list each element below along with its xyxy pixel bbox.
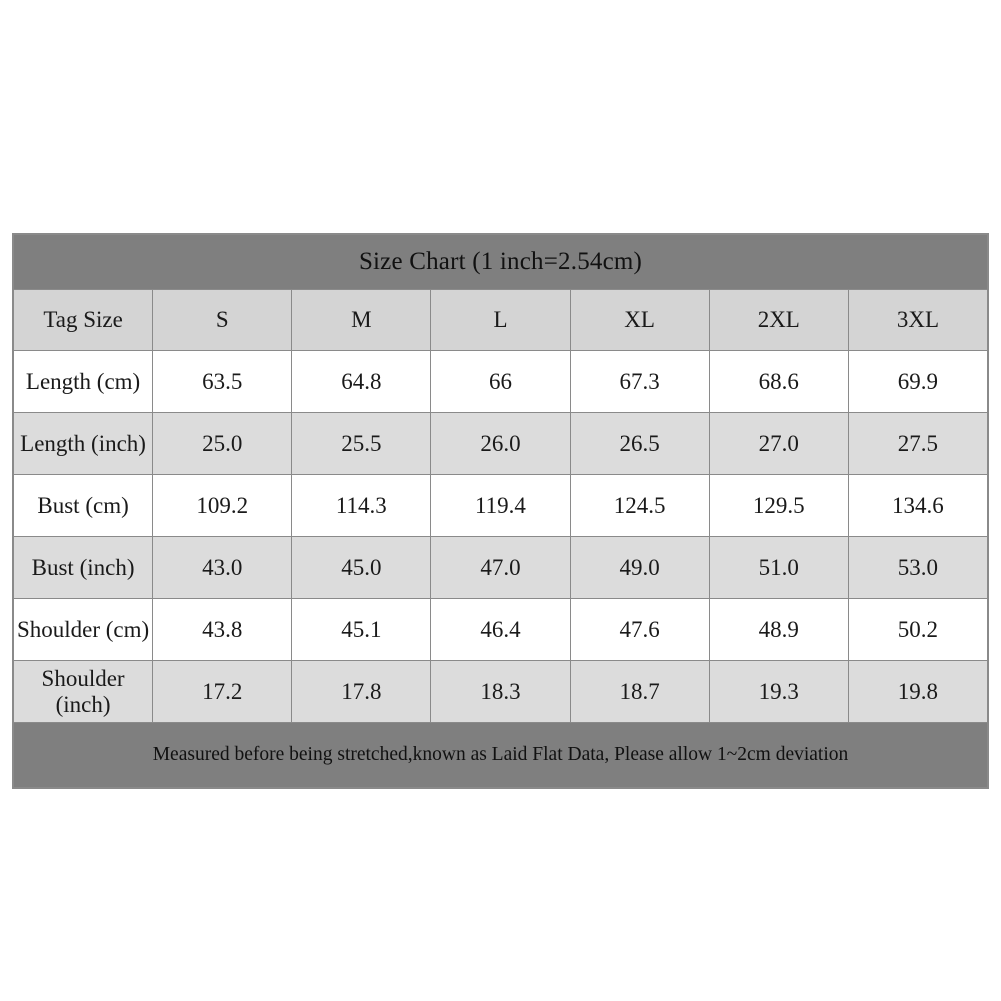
cell-value: 63.5 <box>153 351 292 413</box>
row-label: Length (cm) <box>14 351 153 413</box>
cell-value: 68.6 <box>709 351 848 413</box>
row-label: Shoulder (cm) <box>14 599 153 661</box>
chart-footnote: Measured before being stretched,known as Laid Flat Data, Please allow 1~2cm deviation <box>14 723 988 788</box>
cell-value: 19.8 <box>848 661 987 723</box>
row-label: Shoulder (inch) <box>14 661 153 723</box>
cell-value: 46.4 <box>431 599 570 661</box>
table-row <box>14 413 988 475</box>
table-row <box>14 537 988 599</box>
column-header-2xl: 2XL <box>709 290 848 351</box>
column-header-xl: XL <box>570 290 709 351</box>
footnote-row <box>14 723 988 788</box>
cell-value: 47.6 <box>570 599 709 661</box>
cell-value: 25.5 <box>292 413 431 475</box>
column-header-3xl: 3XL <box>848 290 987 351</box>
table-row <box>14 661 988 723</box>
cell-value: 45.0 <box>292 537 431 599</box>
column-header-m: M <box>292 290 431 351</box>
chart-title: Size Chart (1 inch=2.54cm) <box>14 235 988 290</box>
cell-value: 51.0 <box>709 537 848 599</box>
cell-value: 43.8 <box>153 599 292 661</box>
row-label: Length (inch) <box>14 413 153 475</box>
cell-value: 48.9 <box>709 599 848 661</box>
cell-value: 17.2 <box>153 661 292 723</box>
cell-value: 45.1 <box>292 599 431 661</box>
cell-value: 114.3 <box>292 475 431 537</box>
cell-value: 18.3 <box>431 661 570 723</box>
cell-value: 49.0 <box>570 537 709 599</box>
cell-value: 66 <box>431 351 570 413</box>
column-header-l: L <box>431 290 570 351</box>
cell-value: 134.6 <box>848 475 987 537</box>
cell-value: 53.0 <box>848 537 987 599</box>
cell-value: 26.0 <box>431 413 570 475</box>
cell-value: 43.0 <box>153 537 292 599</box>
cell-value: 64.8 <box>292 351 431 413</box>
column-header-s: S <box>153 290 292 351</box>
cell-value: 47.0 <box>431 537 570 599</box>
table-row <box>14 475 988 537</box>
table-row <box>14 351 988 413</box>
cell-value: 19.3 <box>709 661 848 723</box>
table-header-row <box>14 290 988 351</box>
title-row <box>14 235 988 290</box>
cell-value: 67.3 <box>570 351 709 413</box>
row-label: Bust (cm) <box>14 475 153 537</box>
cell-value: 119.4 <box>431 475 570 537</box>
cell-value: 18.7 <box>570 661 709 723</box>
cell-value: 25.0 <box>153 413 292 475</box>
cell-value: 69.9 <box>848 351 987 413</box>
cell-value: 17.8 <box>292 661 431 723</box>
corner-label: Tag Size <box>14 290 153 351</box>
cell-value: 124.5 <box>570 475 709 537</box>
cell-value: 50.2 <box>848 599 987 661</box>
cell-value: 109.2 <box>153 475 292 537</box>
cell-value: 27.0 <box>709 413 848 475</box>
row-label: Bust (inch) <box>14 537 153 599</box>
cell-value: 27.5 <box>848 413 987 475</box>
cell-value: 26.5 <box>570 413 709 475</box>
table-row <box>14 599 988 661</box>
cell-value: 129.5 <box>709 475 848 537</box>
size-chart-table <box>13 234 988 788</box>
size-chart-container <box>12 233 989 789</box>
